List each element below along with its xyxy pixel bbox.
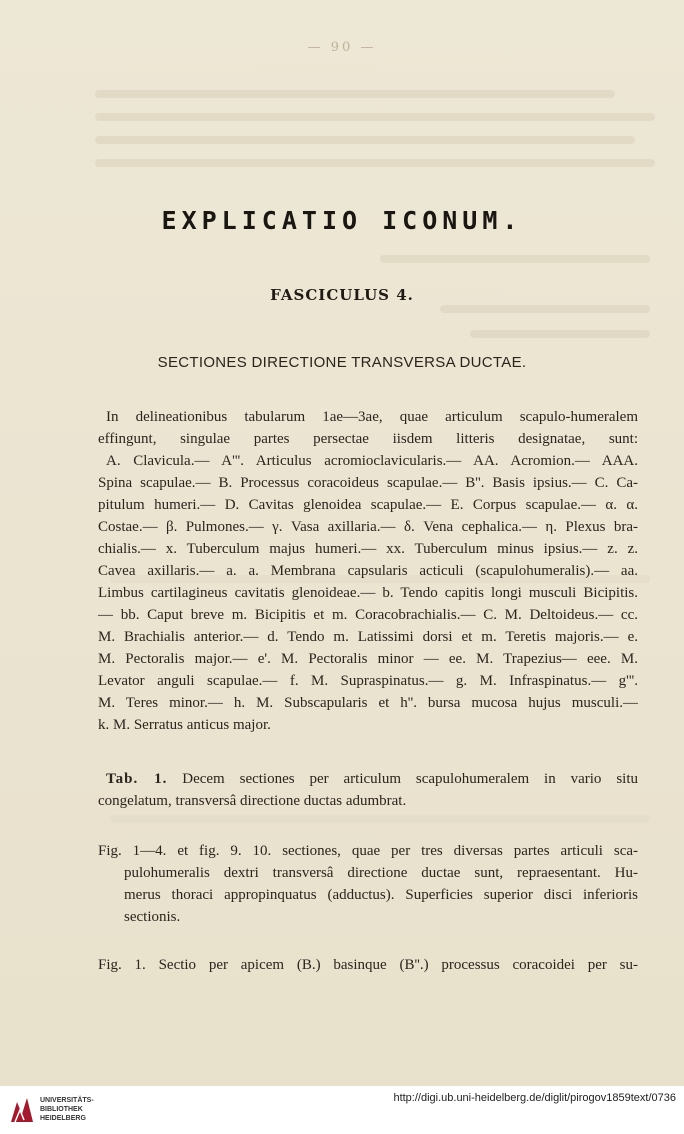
bleed-through-line	[95, 136, 635, 144]
text-line: M. Pectoralis major.— e'. M. Pectoralis minor — ee. M. Trapezius— eee. M.	[98, 651, 638, 667]
text-line: M. Teres minor.— h. M. Subscapularis et h''. bursa mucosa hujus musculi.—	[98, 695, 638, 711]
text-line: M. Brachialis anterior.— d. Tendo m. Latissimi dorsi et m. Teretis majoris.— e.	[98, 629, 638, 645]
text-line: chialis.— x. Tuberculum majus humeri.— xx. Tuberculum minus ipsius.— z. z.	[98, 541, 638, 557]
bleed-through-line	[95, 113, 655, 121]
institution-name	[40, 1096, 94, 1123]
page-number: — 90 —	[307, 40, 377, 55]
text-line: effingunt, singulae partes persectae iisdem litteris designatae, sunt:	[98, 431, 638, 447]
text-line: Limbus cartilagineus cavitatis glenoideae.— b. Tendo capitis longi musculi Bicipitis.	[98, 585, 638, 601]
text-line: Cavea axillaris.— a. a. Membrana capsularis acticuli (scapulohumeralis).— aa.	[98, 563, 638, 579]
text-line: pulohumeralis dextri transversâ directione ductae sunt, repraesentant. Hu-	[124, 865, 638, 881]
bleed-through-line	[95, 159, 655, 167]
bleed-through-line	[380, 255, 650, 263]
text-line	[98, 768, 638, 790]
text-line: Fig. 1. Sectio per apicem (B.) basinque (B''.) processus coracoidei per su-	[98, 957, 638, 973]
text-line: Spina scapulae.— B. Processus coracoideus scapulae.— B''. Basis ipsius.— C. Ca-	[98, 475, 638, 491]
bleed-through-line	[95, 90, 615, 98]
figure-paragraph	[98, 840, 638, 928]
tab-label: Tab. 1.	[106, 771, 168, 787]
section-heading: SECTIONES DIRECTIONE TRANSVERSA DUCTAE.	[157, 354, 527, 371]
text-line: pitulum humeri.— D. Cavitas glenoidea scapulae.— E. Corpus scapulae.— α. α.	[98, 497, 638, 513]
text-line: In delineationibus tabularum 1ae—3ae, quae articulum scapulo-humeralem	[106, 409, 638, 425]
bleed-through-line	[110, 815, 650, 823]
text-line: k. M. Serratus anticus major.	[98, 717, 271, 733]
source-url-link[interactable]: http://digi.ub.uni-heidelberg.de/diglit/pirogov1859text/0736	[393, 1092, 676, 1104]
text-line: sectionis.	[124, 909, 181, 925]
institution-line: HEIDELBERG	[40, 1115, 86, 1122]
library-logo-icon	[8, 1094, 36, 1124]
bleed-through-line	[470, 330, 650, 338]
tab-paragraph	[98, 768, 638, 812]
figure-1-paragraph	[98, 954, 638, 976]
text-line: congelatum, transversâ directione ductas adumbrat.	[98, 793, 407, 809]
tab-text: Decem sectiones per articulum scapulohumeralem in vario situ	[182, 771, 638, 787]
text-line: A. Clavicula.— A'''. Articulus acromioclavicularis.— AA. Acromion.— AAA.	[106, 453, 638, 469]
page-title: EXPLICATIO ICONUM.	[161, 206, 523, 235]
institution-line: UNIVERSITÄTS-	[40, 1097, 94, 1104]
text-line: — bb. Caput breve m. Bicipitis et m. Coracobrachialis.— C. M. Deltoideus.— cc.	[98, 607, 638, 623]
text-line: Levator anguli scapulae.— f. M. Supraspinatus.— g. M. Infraspinatus.— g'''.	[98, 673, 638, 689]
fasciculus-heading: FASCICULUS 4.	[270, 286, 414, 304]
bleed-through-line	[440, 305, 650, 313]
text-line: Fig. 1—4. et fig. 9. 10. sectiones, quae per tres diversas partes articuli sca-	[98, 843, 638, 859]
text-line: Costae.— β. Pulmones.— γ. Vasa axillaria.— δ. Vena cephalica.— η. Plexus bra-	[98, 519, 638, 535]
text-line: merus thoraci appropinquatus (adductus). Superficies superior disci inferioris	[124, 887, 638, 903]
intro-paragraph	[98, 406, 638, 736]
institution-line: BIBLIOTHEK	[40, 1106, 83, 1113]
